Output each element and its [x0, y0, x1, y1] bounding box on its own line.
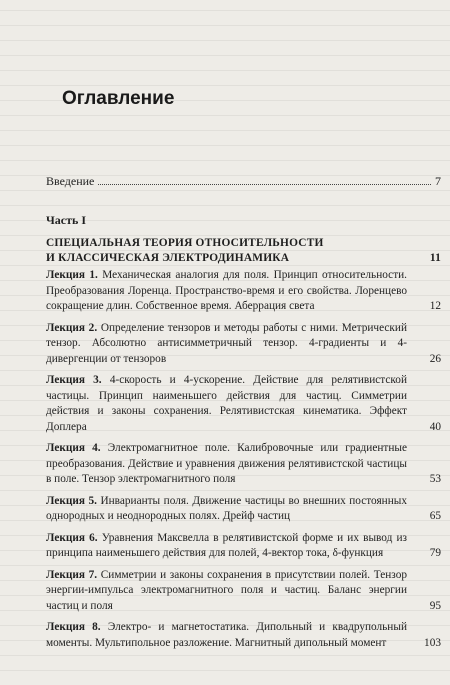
intro-label: Введение: [46, 174, 95, 188]
lecture-text: Определение тензоров и методы работы с ними. Метрический тензор. Абсолютно антисимметричный тензор. 4-градиенты и 4-дивергенции от тензоров: [46, 321, 407, 365]
lecture-text: Механическая аналогия для поля. Принцип относительности. Преобразования Лоренца. Пространство-время и его свойства. Лоренцево сокращение длин. Собственное время. Аберрация света: [46, 269, 407, 312]
lecture-label: Лекция 5.: [46, 494, 97, 507]
lecture-page: 12: [429, 300, 441, 312]
lecture-label: Лекция 6.: [46, 531, 98, 544]
toc-entry-introduction: [46, 174, 441, 189]
lecture-entry: [46, 268, 441, 315]
dot-leader: [98, 183, 431, 185]
lecture-page: 103: [424, 636, 441, 649]
lecture-label: Лекция 2.: [46, 321, 98, 334]
lecture-page: 79: [429, 547, 441, 559]
lecture-page: 53: [429, 473, 441, 485]
lecture-text: Электромагнитное поле. Калибровочные или градиентные преобразования. Действие и уравнения движения релятивистской частицы в поле. Тензор электромагнитного поля: [46, 442, 407, 485]
part-title-line-1: СПЕЦИАЛЬНАЯ ТЕОРИЯ ОТНОСИТЕЛЬНОСТИ: [46, 237, 324, 249]
lecture-entry: [46, 568, 441, 615]
page-title: Оглавление: [62, 88, 175, 109]
part-title: [46, 236, 441, 266]
lecture-label: Лекция 4.: [46, 442, 101, 454]
lecture-page: 95: [429, 599, 441, 612]
lecture-page: 26: [429, 352, 441, 365]
part-label: Часть I: [46, 213, 87, 227]
lecture-text: Уравнения Максвелла в релятивистской форме и их вывод из принципа наименьшего действия для полей, 4-вектор тока, δ-функция: [46, 531, 408, 559]
part-title-line-2: И КЛАССИЧЕСКАЯ ЭЛЕКТРОДИНАМИКА: [46, 252, 290, 264]
lecture-label: Лекция 8.: [46, 621, 101, 633]
part-page: 11: [429, 252, 441, 264]
lecture-label: Лекция 7.: [46, 568, 98, 581]
lecture-text: Инварианты поля. Движение частицы во внешних постоянных однородных и неоднородных полях. Дрейф частиц: [46, 494, 407, 522]
lecture-text: 4-скорость и 4-ускорение. Действие для релятивистской частицы. Принцип наименьшего действия для частиц. Симметрии действия и законы сохранения. Релятивистская кинематика. Эффект Доплера: [46, 374, 407, 433]
lecture-entry: [46, 494, 441, 525]
lecture-page: 65: [429, 510, 441, 522]
intro-page: 7: [435, 174, 441, 188]
lecture-text: Электро- и магнетостатика. Дипольный и квадрупольный моменты. Мультипольное разложение. Магнитный дипольный момент: [46, 621, 407, 649]
lecture-entry: [46, 620, 441, 651]
lecture-label: Лекция 3.: [46, 374, 102, 386]
lecture-list: [46, 268, 441, 657]
lecture-text: Симметрии и законы сохранения в присутствии полей. Тензор энергии-импульса электромагнитного поля и частиц. Баланс энергии частиц и поля: [46, 568, 407, 612]
lecture-entry: [46, 441, 441, 488]
lecture-entry: [46, 373, 441, 435]
lecture-page: 40: [429, 420, 441, 433]
lecture-label: Лекция 1.: [46, 269, 98, 281]
lecture-entry: [46, 531, 441, 562]
lecture-entry: [46, 321, 441, 368]
